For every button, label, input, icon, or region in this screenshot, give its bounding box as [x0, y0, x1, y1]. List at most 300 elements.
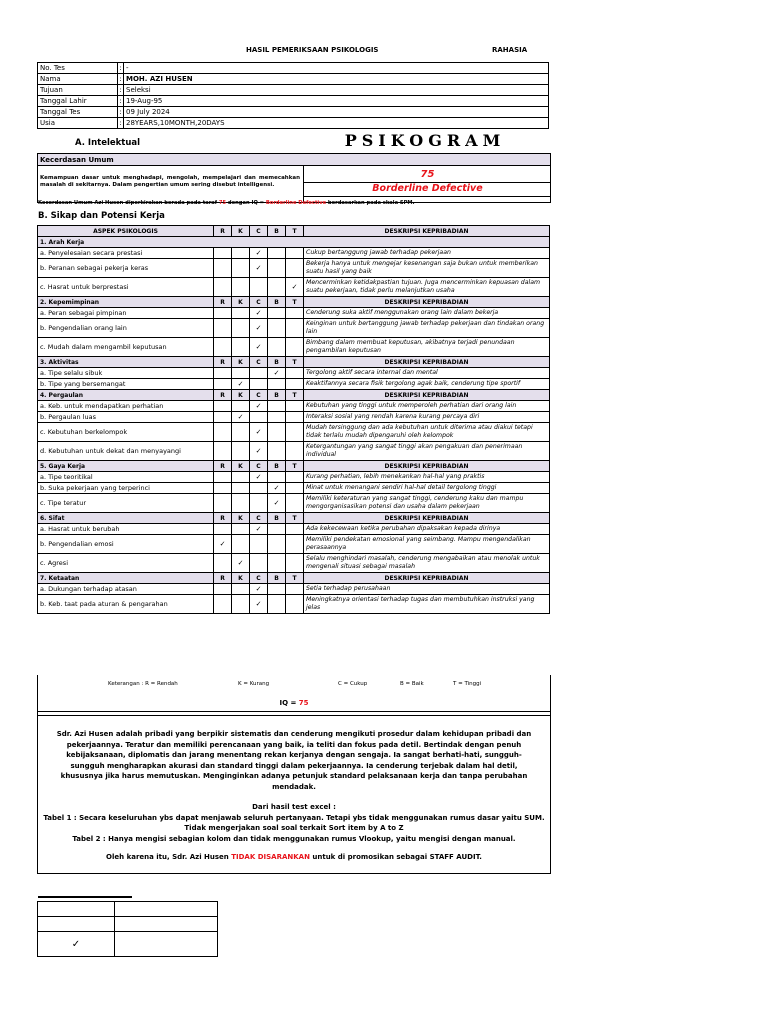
aspek-description: Kurang perhatian, lebih menekankan hal-hal yang praktis: [304, 472, 550, 483]
group-header-row: [38, 297, 550, 308]
group-col-k: K: [232, 513, 250, 524]
rating-cell-b: [268, 584, 286, 595]
group-title: 5. Gaya Kerja: [38, 461, 214, 472]
group-desc-header: DESKRIPSI KEPRIBADIAN: [304, 461, 550, 472]
excel-title: Dari hasil test excel :: [252, 803, 336, 811]
aspek-name: b. Peranan sebagai pekerja keras: [38, 259, 214, 278]
rating-cell-r: [214, 524, 232, 535]
rating-cell-b: [268, 483, 286, 494]
aspek-table: [37, 225, 550, 614]
identity-row: [38, 85, 549, 96]
aspek-name: a. Penyelesaian secara prestasi: [38, 248, 214, 259]
group-desc-header: DESKRIPSI KEPRIBADIAN: [304, 513, 550, 524]
rating-cell-k: [232, 423, 250, 442]
rating-cell-r: [214, 584, 232, 595]
aspek-name: b. Keb. taat pada aturan & pengarahan: [38, 595, 214, 614]
check-icon: ✓: [237, 558, 244, 567]
group-col-b: B: [268, 573, 286, 584]
rating-cell-c: [250, 494, 268, 513]
rating-cell-c: [250, 338, 268, 357]
rating-cell-b: [268, 472, 286, 483]
group-col-k: K: [232, 461, 250, 472]
rating-cell-t: [286, 584, 304, 595]
col-k-header: K: [232, 226, 250, 237]
rating-cell-k: [232, 248, 250, 259]
aspek-description: Cenderung suka aktif menggunakan orang lain dalam bekerja: [304, 308, 550, 319]
rating-cell-r: [214, 554, 232, 573]
rec-prefix: Oleh karena itu, Sdr. Azi Husen: [106, 853, 232, 861]
rating-cell-k: [232, 401, 250, 412]
rating-cell-r: [214, 535, 232, 554]
rating-cell-b: [268, 259, 286, 278]
identity-label: Nama: [38, 74, 118, 85]
check-icon: ✓: [255, 248, 262, 257]
check-icon: ✓: [291, 282, 298, 291]
rating-cell-k: [232, 442, 250, 461]
group-col-t: T: [286, 390, 304, 401]
rating-cell-t: [286, 524, 304, 535]
rating-cell-b: [268, 554, 286, 573]
identity-separator: :: [119, 75, 122, 83]
rating-cell-t: [286, 248, 304, 259]
rating-cell-t: [286, 472, 304, 483]
aspek-name: a. Peran sebagai pimpinan: [38, 308, 214, 319]
check-icon: ✓: [71, 938, 81, 950]
check-icon: ✓: [237, 379, 244, 388]
aspek-name: c. Hasrat untuk berprestasi: [38, 278, 214, 297]
group-title: 1. Arah Kerja: [38, 237, 550, 248]
rating-cell-r: [214, 259, 232, 278]
group-header-row: [38, 357, 550, 368]
aspek-description: Ada kekecewaan ketika perubahan dipaksakan kepada dirinya: [304, 524, 550, 535]
divider: [38, 711, 550, 712]
rating-cell-k: [232, 584, 250, 595]
aspek-header: ASPEK PSIKOLOGIS: [38, 226, 214, 237]
kecerdasan-note: [38, 200, 415, 206]
check-icon: ✓: [255, 401, 262, 410]
rating-cell-t: [286, 368, 304, 379]
aspek-row: [38, 308, 550, 319]
group-col-k: K: [232, 297, 250, 308]
rating-cell-c: [250, 259, 268, 278]
summary-box: [37, 715, 551, 874]
rec-suffix: untuk di promosikan sebagai STAFF AUDIT.: [309, 853, 482, 861]
identity-value: MOH. AZI HUSEN: [124, 74, 549, 85]
aspek-name: b. Pergaulan luas: [38, 412, 214, 423]
identity-value: 19-Aug-95: [124, 96, 549, 107]
signature-line: [38, 896, 132, 898]
aspek-description: Bekerja hanya untuk mengejar kesenangan saja bukan untuk memberikan suatu hasil yang baik: [304, 259, 550, 278]
rating-cell-k: [232, 278, 250, 297]
rating-cell-c: [250, 308, 268, 319]
group-col-c: C: [250, 357, 268, 368]
rating-cell-k: [232, 308, 250, 319]
group-header-row: [38, 573, 550, 584]
aspek-name: a. Dukungan terhadap atasan: [38, 584, 214, 595]
aspek-description: Selalu menghindari masalah, cenderung mengabaikan atau menolak untuk mengenali situasi sebagai masalah: [304, 554, 550, 573]
signature-table: [37, 901, 218, 957]
rating-cell-c: [250, 472, 268, 483]
sign-cell: [115, 902, 218, 917]
rating-cell-t: [286, 494, 304, 513]
aspek-row: [38, 248, 550, 259]
check-icon: ✓: [255, 263, 262, 272]
group-title: 4. Pergaulan: [38, 390, 214, 401]
aspek-name: c. Kebutuhan berkelompok: [38, 423, 214, 442]
identity-row: [38, 96, 549, 107]
rating-cell-k: [232, 472, 250, 483]
rating-cell-b: [268, 379, 286, 390]
rating-cell-r: [214, 483, 232, 494]
rating-cell-c: [250, 524, 268, 535]
identity-label: Tujuan: [38, 85, 118, 96]
aspek-row: [38, 595, 550, 614]
rating-cell-c: [250, 412, 268, 423]
col-r-header: R: [214, 226, 232, 237]
rating-cell-t: [286, 308, 304, 319]
rating-cell-r: [214, 472, 232, 483]
group-col-b: B: [268, 357, 286, 368]
summary-paragraph: Sdr. Azi Husen adalah pribadi yang berpikir sistematis dan cenderung mengikuti prosedur dalam kehidupan pribadi dan pekerjaannya. Teratur dan memiliki perencanaan yang baik, ia teliti dan fokus pada detil. Bertindak dengan penuh kebijaksanaan, diplomatis dan jarang menentang rekan kerjanya dengan sengaja. Ia sangat berhati-hati, sungguh-sungguh mengharapkan akurasi dan standard tinggi dalam pekerjaannya. Ia cenderung terjebak dalam hal detil, khususnya jika harus memutuskan. Menginginkan adanya petunjuk standard pelaksanaan kerja dan tanpa perubahan mendadak.: [56, 730, 532, 791]
identity-separator: :: [119, 86, 122, 94]
group-desc-header: DESKRIPSI KEPRIBADIAN: [304, 297, 550, 308]
check-icon: ✓: [273, 483, 280, 492]
group-col-r: R: [214, 357, 232, 368]
rating-cell-t: [286, 595, 304, 614]
rating-cell-c: [250, 278, 268, 297]
group-title: 3. Aktivitas: [38, 357, 214, 368]
rating-cell-k: [232, 494, 250, 513]
group-title: 2. Kepemimpinan: [38, 297, 214, 308]
group-col-t: T: [286, 461, 304, 472]
identity-separator: :: [119, 119, 122, 127]
sign-cell: [38, 902, 115, 917]
rating-cell-r: [214, 368, 232, 379]
group-header-row: [38, 237, 550, 248]
aspek-row: [38, 584, 550, 595]
rating-cell-b: [268, 442, 286, 461]
aspek-name: b. Pengendalian orang lain: [38, 319, 214, 338]
group-col-t: T: [286, 357, 304, 368]
section-b-title: B. Sikap dan Potensi Kerja: [38, 211, 165, 221]
rating-cell-t: [286, 319, 304, 338]
aspek-row: [38, 379, 550, 390]
aspek-row: [38, 338, 550, 357]
kecerdasan-description: Kemampuan dasar untuk menghadapi, mengolah, mempelajari dan memecahkan masalah di sekitarnya. Dalam pengertian umum sering disebut intelligensi.: [40, 175, 300, 188]
recommendation: [38, 852, 550, 863]
group-col-c: C: [250, 297, 268, 308]
rating-cell-t: [286, 401, 304, 412]
group-col-t: T: [286, 297, 304, 308]
aspek-description: Interaksi sosial yang rendah karena kurang percaya diri: [304, 412, 550, 423]
group-col-r: R: [214, 513, 232, 524]
iq-line: [38, 699, 550, 707]
identity-label: Usia: [38, 118, 118, 129]
aspek-name: a. Keb. untuk mendapatkan perhatian: [38, 401, 214, 412]
col-b-header: B: [268, 226, 286, 237]
aspek-description: Keinginan untuk bertanggung jawab terhadap pekerjaan dan tindakan orang lain: [304, 319, 550, 338]
aspek-row: [38, 483, 550, 494]
group-header-row: [38, 513, 550, 524]
rating-cell-b: [268, 595, 286, 614]
check-icon: ✓: [273, 498, 280, 507]
aspek-row: [38, 401, 550, 412]
aspek-name: b. Tipe yang bersemangat: [38, 379, 214, 390]
excel-sort: Tidak mengerjakan soal soal terkait Sort item by A to Z: [184, 824, 404, 832]
aspek-row: [38, 554, 550, 573]
check-icon: ✓: [255, 446, 262, 455]
rating-cell-r: [214, 308, 232, 319]
group-col-r: R: [214, 461, 232, 472]
group-desc-header: DESKRIPSI KEPRIBADIAN: [304, 573, 550, 584]
rating-cell-b: [268, 368, 286, 379]
aspek-description: Keaktifannya secara fisik tergolong agak baik, cenderung tipe sportif: [304, 379, 550, 390]
rating-cell-k: [232, 319, 250, 338]
aspek-name: b. Pengendalian emosi: [38, 535, 214, 554]
rating-cell-c: [250, 595, 268, 614]
rating-cell-c: [250, 442, 268, 461]
rating-cell-k: [232, 524, 250, 535]
aspek-name: b. Suka pekerjaan yang terperinci: [38, 483, 214, 494]
aspek-row: [38, 412, 550, 423]
identity-label: No. Tes: [38, 63, 118, 74]
rating-cell-c: [250, 401, 268, 412]
legend-r: Keterangan : R = Rendah: [108, 681, 178, 687]
check-icon: ✓: [255, 427, 262, 436]
rating-cell-r: [214, 423, 232, 442]
sign-cell: [115, 917, 218, 932]
rating-cell-c: [250, 368, 268, 379]
identity-value: 28YEARS,10MONTH,20DAYS: [124, 118, 549, 129]
legend-b: B = Baik: [400, 681, 424, 687]
section-a-title: A. Intelektual: [75, 138, 141, 148]
identity-label: Tanggal Tes: [38, 107, 118, 118]
identity-separator: :: [119, 97, 122, 105]
rating-cell-t: [286, 423, 304, 442]
kecerdasan-box: [37, 153, 551, 203]
group-col-k: K: [232, 573, 250, 584]
identity-separator: :: [119, 108, 122, 116]
rating-cell-t: [286, 412, 304, 423]
aspek-description: Cukup bertanggung jawab terhadap pekerjaan: [304, 248, 550, 259]
identity-value: 09 July 2024: [124, 107, 549, 118]
identity-separator: :: [119, 64, 122, 72]
rating-cell-k: [232, 412, 250, 423]
aspek-description: Setia terhadap perusahaan: [304, 584, 550, 595]
rating-cell-b: [268, 308, 286, 319]
rec-verdict: TIDAK DISARANKAN: [231, 853, 310, 861]
rating-cell-c: [250, 379, 268, 390]
rating-cell-r: [214, 248, 232, 259]
rating-cell-r: [214, 442, 232, 461]
aspek-name: c. Agresi: [38, 554, 214, 573]
rating-cell-r: [214, 401, 232, 412]
excel-table2: Tabel 2 : Hanya mengisi sebagian kolom dan tidak menggunakan rumus Vlookup, yaitu mengisi dengan manual.: [72, 834, 516, 843]
rating-cell-c: [250, 423, 268, 442]
rating-cell-c: [250, 248, 268, 259]
sign-cell: [38, 917, 115, 932]
aspek-name: d. Kebutuhan untuk dekat dan menyayangi: [38, 442, 214, 461]
group-col-t: T: [286, 573, 304, 584]
rating-cell-b: [268, 423, 286, 442]
rating-cell-k: [232, 483, 250, 494]
aspek-description: Tergolong aktif secara internal dan mental: [304, 368, 550, 379]
rating-cell-k: [232, 595, 250, 614]
aspek-row: [38, 494, 550, 513]
group-title: 6. Sifat: [38, 513, 214, 524]
sign-check-cell: [38, 932, 115, 957]
rating-cell-k: [232, 368, 250, 379]
group-col-k: K: [232, 357, 250, 368]
group-col-b: B: [268, 390, 286, 401]
rating-cell-r: [214, 338, 232, 357]
group-col-k: K: [232, 390, 250, 401]
aspek-row: [38, 472, 550, 483]
aspek-row: [38, 368, 550, 379]
check-icon: ✓: [255, 599, 262, 608]
rating-cell-r: [214, 412, 232, 423]
rating-cell-r: [214, 494, 232, 513]
psikogram-title: PSIKOGRAM: [344, 131, 506, 150]
aspek-description: Memiliki keteraturan yang sangat tinggi, cenderung kaku dan mampu mengorganisasikan potensi dan usaha dalam pekerjaan: [304, 494, 550, 513]
aspek-row: [38, 319, 550, 338]
aspek-row: [38, 278, 550, 297]
rating-cell-c: [250, 554, 268, 573]
rating-cell-k: [232, 535, 250, 554]
desc-header: DESKRIPSI KEPRIBADIAN: [304, 226, 550, 237]
group-col-r: R: [214, 390, 232, 401]
report-title: HASIL PEMERIKSAAN PSIKOLOGIS: [246, 46, 379, 54]
rating-cell-c: [250, 584, 268, 595]
rating-cell-k: [232, 379, 250, 390]
note-mid: dengan IQ =: [226, 200, 266, 206]
identity-value: Seleksi: [124, 85, 549, 96]
legend-k: K = Kurang: [238, 681, 270, 687]
rating-cell-r: [214, 379, 232, 390]
rating-cell-c: [250, 483, 268, 494]
rating-cell-b: [268, 535, 286, 554]
aspek-description: Meningkatnya orientasi terhadap tugas dan membutuhkan instruksi yang jelas: [304, 595, 550, 614]
group-col-c: C: [250, 513, 268, 524]
check-icon: ✓: [255, 472, 262, 481]
col-t-header: T: [286, 226, 304, 237]
iq-category: Borderline Defective: [304, 182, 551, 197]
note-score: 75: [218, 200, 227, 206]
note-suffix: berdasarkan pada skala SPM.: [326, 200, 415, 206]
aspek-description: Minat untuk menangani sendiri hal-hal detail tergolong tinggi: [304, 483, 550, 494]
rating-cell-t: [286, 278, 304, 297]
aspek-name: a. Hasrat untuk berubah: [38, 524, 214, 535]
note-prefix: Kecerdasan Umum Azi Husen diperkirakan berada pada taraf: [38, 200, 219, 206]
aspek-row: [38, 442, 550, 461]
rating-cell-b: [268, 248, 286, 259]
group-col-r: R: [214, 573, 232, 584]
col-c-header: C: [250, 226, 268, 237]
aspek-row: [38, 259, 550, 278]
iq-score: 75: [304, 168, 551, 183]
identity-table: [37, 62, 549, 129]
identity-row: [38, 63, 549, 74]
check-icon: ✓: [219, 539, 226, 548]
aspek-description: Mencerminkan ketidakpastian tujuan. Juga mencerminkan kepuasan dalam suatu pekerjaan, tidak perlu melanjutkan usaha: [304, 278, 550, 297]
rating-cell-c: [250, 535, 268, 554]
aspek-description: Kebutuhan yang tinggi untuk memperoleh perhatian dari orang lain: [304, 401, 550, 412]
rating-cell-r: [214, 319, 232, 338]
identity-label: Tanggal Lahir: [38, 96, 118, 107]
group-col-b: B: [268, 461, 286, 472]
rating-cell-t: [286, 554, 304, 573]
iq-label: IQ =: [279, 699, 299, 707]
rating-cell-t: [286, 338, 304, 357]
group-desc-header: DESKRIPSI KEPRIBADIAN: [304, 357, 550, 368]
excel-table1: Tabel 1 : Secara keseluruhan ybs dapat menjawab seluruh pertanyaan. Tetapi ybs tidak menggunakan rumus dasar yaitu SUM.: [43, 813, 545, 822]
check-icon: ✓: [273, 368, 280, 377]
rating-cell-k: [232, 338, 250, 357]
check-icon: ✓: [255, 342, 262, 351]
group-col-t: T: [286, 513, 304, 524]
aspek-description: Bimbang dalam membuat keputusan, akibatnya terjadi penundaan pengambilan keputusan: [304, 338, 550, 357]
group-header-row: [38, 390, 550, 401]
aspek-row: [38, 423, 550, 442]
rating-cell-t: [286, 535, 304, 554]
rating-cell-k: [232, 554, 250, 573]
sign-cell: [115, 932, 218, 957]
group-title: 7. Ketaatan: [38, 573, 214, 584]
aspek-row: [38, 524, 550, 535]
aspek-description: Mudah tersinggung dan ada kebutuhan untuk diterima atau diakui tetapi tidak terlalu mudah dipengaruhi oleh kelompok: [304, 423, 550, 442]
rating-cell-t: [286, 259, 304, 278]
identity-row: [38, 107, 549, 118]
rating-cell-b: [268, 338, 286, 357]
identity-row: [38, 118, 549, 129]
rating-cell-b: [268, 278, 286, 297]
check-icon: ✓: [255, 584, 262, 593]
iq-value: 75: [298, 699, 309, 707]
aspek-description: Memiliki pendekatan emosional yang seimbang. Mampu mengendalikan perasaannya: [304, 535, 550, 554]
note-category: Borderline Defective: [265, 200, 327, 206]
check-icon: ✓: [237, 412, 244, 421]
rating-cell-b: [268, 412, 286, 423]
check-icon: ✓: [255, 308, 262, 317]
rating-cell-b: [268, 319, 286, 338]
legend-t: T = Tinggi: [453, 681, 482, 687]
aspek-description: Ketergantungan yang sangat tinggi akan pengakuan dan penerimaan individual: [304, 442, 550, 461]
group-col-c: C: [250, 461, 268, 472]
rating-cell-k: [232, 259, 250, 278]
group-col-b: B: [268, 297, 286, 308]
rating-cell-b: [268, 524, 286, 535]
rating-cell-b: [268, 401, 286, 412]
legend-box: [37, 675, 551, 716]
aspek-name: a. Tipe teoritikal: [38, 472, 214, 483]
aspek-name: c. Tipe teratur: [38, 494, 214, 513]
aspek-header-row: [38, 226, 550, 237]
rating-cell-t: [286, 379, 304, 390]
rating-cell-t: [286, 442, 304, 461]
score-box: [303, 166, 551, 202]
rating-cell-r: [214, 278, 232, 297]
identity-row: [38, 74, 549, 85]
aspek-name: a. Tipe selalu sibuk: [38, 368, 214, 379]
identity-value: -: [124, 63, 549, 74]
group-col-r: R: [214, 297, 232, 308]
group-col-c: C: [250, 390, 268, 401]
rating-cell-r: [214, 595, 232, 614]
rating-cell-b: [268, 494, 286, 513]
legend-c: C = Cukup: [338, 681, 368, 687]
group-col-b: B: [268, 513, 286, 524]
group-header-row: [38, 461, 550, 472]
